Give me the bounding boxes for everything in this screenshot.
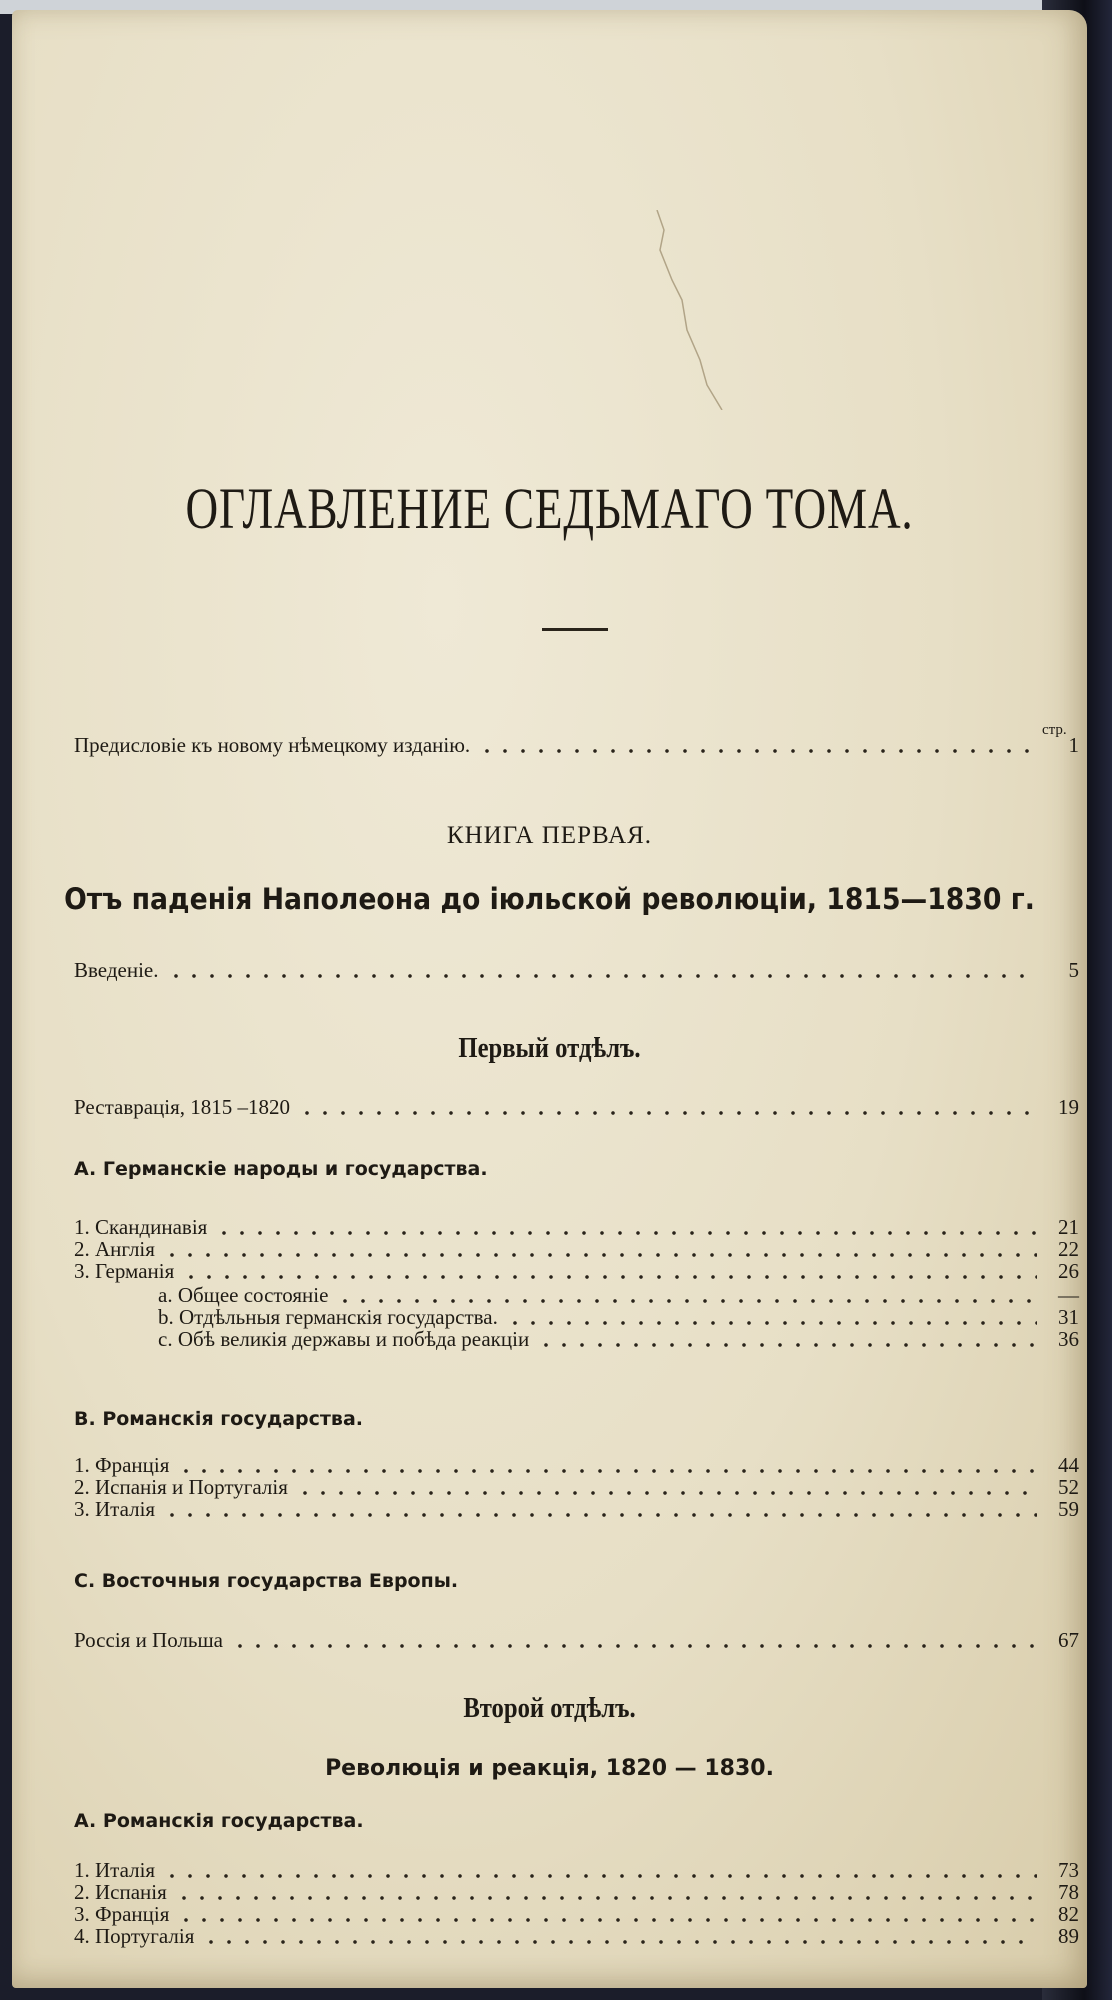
section-heading: A. Романскія государства. — [74, 1810, 364, 1832]
toc-page: 26 — [1058, 1259, 1079, 1283]
section-heading: A. Германскіе народы и государства. — [74, 1158, 488, 1180]
section-heading: C. Восточныя государства Европы. — [74, 1570, 459, 1592]
toc-page: 82 — [1058, 1902, 1079, 1926]
toc-row-preface[interactable] — [74, 730, 1079, 758]
toc-page: 59 — [1058, 1497, 1079, 1521]
toc-page: 36 — [1058, 1327, 1079, 1351]
toc-page: 1 — [1068, 733, 1079, 757]
toc-row[interactable] — [74, 1625, 1079, 1653]
toc-label: a. Общее состояніе — [158, 1283, 329, 1307]
toc-label: Реставрація, 1815 –1820 — [74, 1095, 291, 1119]
toc-row-restoration[interactable] — [74, 1092, 1079, 1120]
section-heading: B. Романскія государства. — [74, 1408, 363, 1430]
paper-crack — [652, 210, 742, 410]
part2-subtitle: Революція и реакція, 1820 — 1830. — [325, 1756, 774, 1781]
toc-label: 4. Португалія — [74, 1924, 195, 1948]
toc-label: 1. Скандинавія — [74, 1215, 208, 1239]
leader-dots — [182, 1275, 1037, 1279]
book-subtitle: Отъ паденія Наполеона до іюльской революціи, 1815—1830 г. — [64, 882, 1035, 916]
leader-dots — [202, 1940, 1037, 1944]
book-heading: КНИГА ПЕРВАЯ. — [446, 822, 653, 849]
book-page — [12, 10, 1087, 1988]
toc-label: Предисловіе къ новому нѣмецкому изданію. — [74, 733, 471, 757]
toc-label: 1. Италія — [74, 1858, 156, 1882]
leader-dots — [537, 1343, 1037, 1347]
leader-dots — [163, 1513, 1037, 1517]
toc-label: c. Обѣ великія державы и побѣда реакціи — [158, 1327, 530, 1351]
toc-label: Россія и Польша — [74, 1628, 223, 1652]
toc-label: 2. Испанія — [74, 1880, 167, 1904]
toc-page: 67 — [1058, 1628, 1079, 1652]
toc-page: 52 — [1058, 1475, 1079, 1499]
toc-page: 89 — [1058, 1924, 1079, 1948]
page-title: ОГЛАВЛЕНИЕ СЕДЬМАГО ТОМА. — [185, 476, 914, 541]
toc-page: 78 — [1058, 1880, 1079, 1904]
toc-label: 3. Италія — [74, 1497, 156, 1521]
leader-dots — [298, 1111, 1037, 1115]
page-column-label: стр. — [1042, 722, 1067, 738]
toc-label: 2. Англія — [74, 1237, 155, 1261]
toc-label: 1. Франція — [74, 1453, 170, 1477]
toc-row[interactable] — [74, 1921, 1079, 1949]
title-divider — [542, 628, 608, 631]
leader-dots — [167, 974, 1038, 978]
toc-page: 44 — [1058, 1453, 1079, 1477]
toc-page: 19 — [1058, 1095, 1079, 1119]
toc-label: Введеніе. — [74, 958, 159, 982]
toc-label: 2. Испанія и Португалія — [74, 1475, 288, 1499]
toc-page: 73 — [1058, 1858, 1079, 1882]
toc-row[interactable] — [74, 1324, 1079, 1352]
part2-heading: Второй отдѣлъ. — [463, 1692, 636, 1724]
toc-page: 21 — [1058, 1215, 1079, 1239]
toc-label: b. Отдѣльныя германскія государства. — [158, 1305, 498, 1329]
part1-heading: Первый отдѣлъ. — [458, 1032, 641, 1064]
toc-row-intro[interactable] — [74, 955, 1079, 983]
toc-row[interactable] — [74, 1494, 1079, 1522]
toc-page: — — [1058, 1283, 1079, 1307]
toc-page: 5 — [1068, 958, 1079, 982]
leader-dots — [231, 1644, 1037, 1648]
leader-dots — [478, 749, 1037, 753]
toc-page: 22 — [1058, 1237, 1079, 1261]
toc-label: 3. Германія — [74, 1259, 175, 1283]
toc-page: 31 — [1058, 1305, 1079, 1329]
toc-label: 3. Франція — [74, 1902, 170, 1926]
